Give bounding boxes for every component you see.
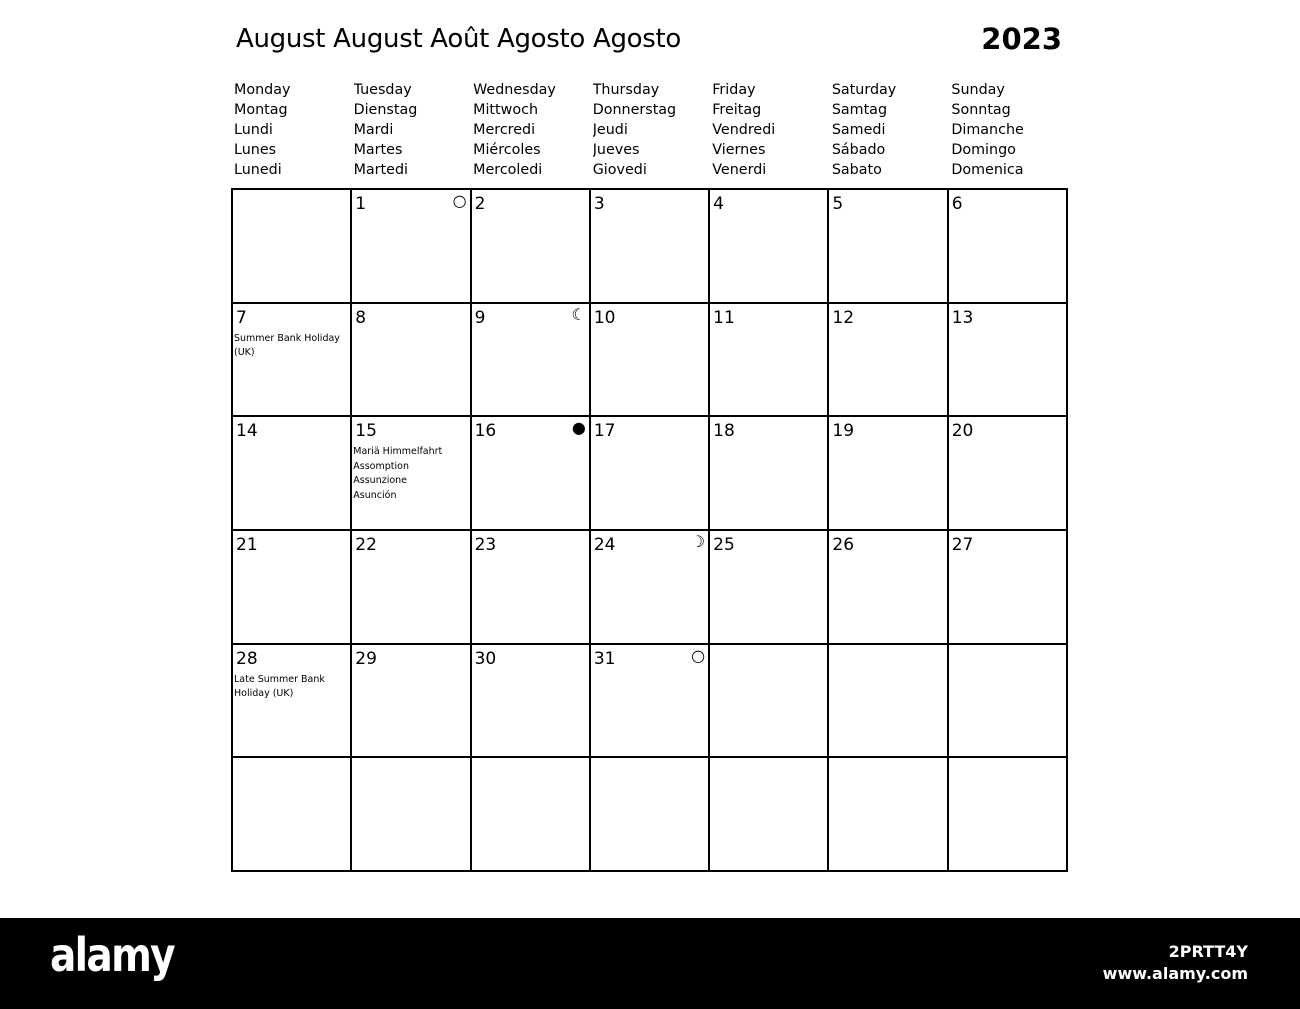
holiday-line: Mariä Himmelfahrt xyxy=(353,446,443,458)
day-cell xyxy=(591,531,710,645)
day-number: 6 xyxy=(951,194,963,214)
weekday-name: Sabato xyxy=(831,162,882,178)
holiday-note xyxy=(234,332,348,361)
day-number: 25 xyxy=(713,534,735,555)
weekday-name: Freitag xyxy=(712,102,762,118)
day-number: 27 xyxy=(951,534,974,555)
day-cell xyxy=(472,190,591,304)
day-cell xyxy=(710,531,829,645)
day-cell xyxy=(472,645,591,759)
holiday-line: Late Summer Bank xyxy=(234,673,325,685)
weekday-name: Vendredi xyxy=(712,122,776,138)
weekday-name: Saturday xyxy=(831,82,897,98)
weekday-name: Giovedi xyxy=(592,162,647,178)
weekday-name: Venerdi xyxy=(712,162,767,178)
holiday-line: Summer Bank Holiday xyxy=(234,332,340,344)
day-number: 2 xyxy=(474,194,486,214)
weekday-header xyxy=(231,80,1068,186)
weekday-column xyxy=(948,80,1068,186)
day-cell xyxy=(591,190,710,304)
weekday-column xyxy=(231,80,351,186)
weekday-name: Friday xyxy=(712,82,756,98)
day-number: 20 xyxy=(951,421,974,442)
day-cell xyxy=(472,531,591,645)
full-moon-icon: ○ xyxy=(691,645,706,665)
weekday-name: Lundi xyxy=(234,122,273,138)
day-cell xyxy=(710,190,829,304)
day-cell xyxy=(352,645,471,759)
day-number: 14 xyxy=(236,421,258,442)
day-number: 15 xyxy=(355,421,377,442)
weekday-name: Monday xyxy=(234,82,291,98)
holiday-note xyxy=(234,673,348,702)
holiday-line: Assomption xyxy=(353,460,409,472)
weekday-name: Samtag xyxy=(831,102,888,118)
weekday-name: Jueves xyxy=(592,142,640,158)
day-cell xyxy=(829,417,948,531)
empty-cell xyxy=(949,645,1068,759)
calendar-title: August August Août Agosto Agosto xyxy=(236,24,682,54)
holiday-line: Asunción xyxy=(353,489,397,501)
day-number: 21 xyxy=(236,534,258,555)
weekday-name: Dimanche xyxy=(951,122,1024,138)
holiday-line: Holiday (UK) xyxy=(234,688,294,700)
holiday-note xyxy=(353,445,467,503)
day-number: 26 xyxy=(832,534,855,555)
day-cell xyxy=(949,417,1068,531)
day-cell xyxy=(472,417,591,531)
day-cell xyxy=(829,304,948,418)
day-number: 3 xyxy=(593,194,605,214)
weekday-name: Mardi xyxy=(353,122,394,138)
day-cell xyxy=(352,304,471,418)
empty-cell xyxy=(233,758,352,872)
full-moon-icon: ○ xyxy=(452,191,467,210)
empty-cell xyxy=(710,758,829,872)
alamy-logo: alamy xyxy=(50,928,174,982)
day-number: 11 xyxy=(713,307,735,328)
day-number: 9 xyxy=(474,307,486,328)
weekday-name: Tuesday xyxy=(353,82,412,98)
day-number: 12 xyxy=(832,307,855,328)
weekday-column xyxy=(470,80,590,186)
weekday-name: Martes xyxy=(353,142,403,158)
weekday-name: Samedi xyxy=(831,122,886,138)
day-cell xyxy=(949,304,1068,418)
weekday-name: Viernes xyxy=(712,142,766,158)
image-id: 2PRTT4Y xyxy=(1168,942,1248,961)
weekday-name: Mercredi xyxy=(473,122,536,138)
day-number: 18 xyxy=(713,421,735,442)
weekday-name: Domingo xyxy=(951,142,1016,158)
day-number: 24 xyxy=(593,534,616,555)
day-cell xyxy=(710,417,829,531)
day-cell xyxy=(591,645,710,759)
weekday-name: Mercoledi xyxy=(473,162,543,178)
day-number: 4 xyxy=(713,194,724,214)
weekday-name: Miércoles xyxy=(473,142,541,158)
day-number: 8 xyxy=(355,307,367,328)
empty-cell xyxy=(829,758,948,872)
empty-cell xyxy=(710,645,829,759)
weekday-column xyxy=(829,80,949,186)
day-number: 19 xyxy=(832,421,855,442)
empty-cell xyxy=(949,758,1068,872)
day-number: 31 xyxy=(593,648,616,669)
day-number: 29 xyxy=(355,648,377,669)
weekday-name: Montag xyxy=(234,102,288,118)
weekday-name: Jeudi xyxy=(592,122,628,138)
day-cell xyxy=(233,417,352,531)
day-number: 10 xyxy=(593,307,616,328)
day-number: 5 xyxy=(832,194,844,214)
day-cell xyxy=(591,304,710,418)
day-cell xyxy=(829,190,948,304)
weekday-name: Thursday xyxy=(592,82,660,98)
day-cell xyxy=(949,531,1068,645)
empty-cell xyxy=(233,190,352,304)
weekday-name: Martedi xyxy=(353,162,408,178)
weekday-column xyxy=(351,80,471,186)
site-url: www.alamy.com xyxy=(1102,964,1248,983)
weekday-column xyxy=(709,80,829,186)
weekday-column xyxy=(590,80,710,186)
weekday-name: Lunedi xyxy=(234,162,282,178)
day-cell xyxy=(233,531,352,645)
day-cell xyxy=(233,645,352,759)
weekday-name: Mittwoch xyxy=(473,102,539,118)
day-number: 7 xyxy=(236,307,247,328)
empty-cell xyxy=(352,758,471,872)
day-number: 30 xyxy=(474,648,497,669)
calendar-year: 2023 xyxy=(981,22,1062,56)
weekday-name: Lunes xyxy=(234,142,277,158)
watermark-footer xyxy=(0,918,1300,1009)
day-cell xyxy=(352,531,471,645)
weekday-name: Domenica xyxy=(951,162,1024,178)
holiday-line: Assunzione xyxy=(353,475,408,487)
day-number: 22 xyxy=(355,534,377,555)
holiday-line: (UK) xyxy=(234,347,255,359)
day-cell xyxy=(233,304,352,418)
day-cell xyxy=(352,190,471,304)
new-moon-icon: ● xyxy=(571,418,586,438)
empty-cell xyxy=(829,645,948,759)
calendar-grid xyxy=(231,188,1068,872)
first-quarter-moon-icon: ☽ xyxy=(690,531,706,551)
weekday-name: Sunday xyxy=(951,82,1005,98)
weekday-name: Sábado xyxy=(831,142,886,158)
day-number: 1 xyxy=(355,194,367,214)
day-number: 17 xyxy=(593,421,616,442)
weekday-name: Dienstag xyxy=(353,102,418,118)
day-number: 23 xyxy=(474,534,497,555)
empty-cell xyxy=(472,758,591,872)
day-cell xyxy=(352,417,471,531)
empty-cell xyxy=(591,758,710,872)
weekday-name: Sonntag xyxy=(951,102,1011,118)
last-quarter-moon-icon: ☾ xyxy=(571,304,586,324)
day-cell xyxy=(949,190,1068,304)
day-number: 13 xyxy=(951,307,974,328)
day-cell xyxy=(591,417,710,531)
day-number: 16 xyxy=(474,421,497,442)
day-number: 28 xyxy=(236,648,258,669)
day-cell xyxy=(829,531,948,645)
day-cell xyxy=(472,304,591,418)
weekday-name: Donnerstag xyxy=(592,102,677,118)
day-cell xyxy=(710,304,829,418)
weekday-name: Wednesday xyxy=(473,82,556,98)
